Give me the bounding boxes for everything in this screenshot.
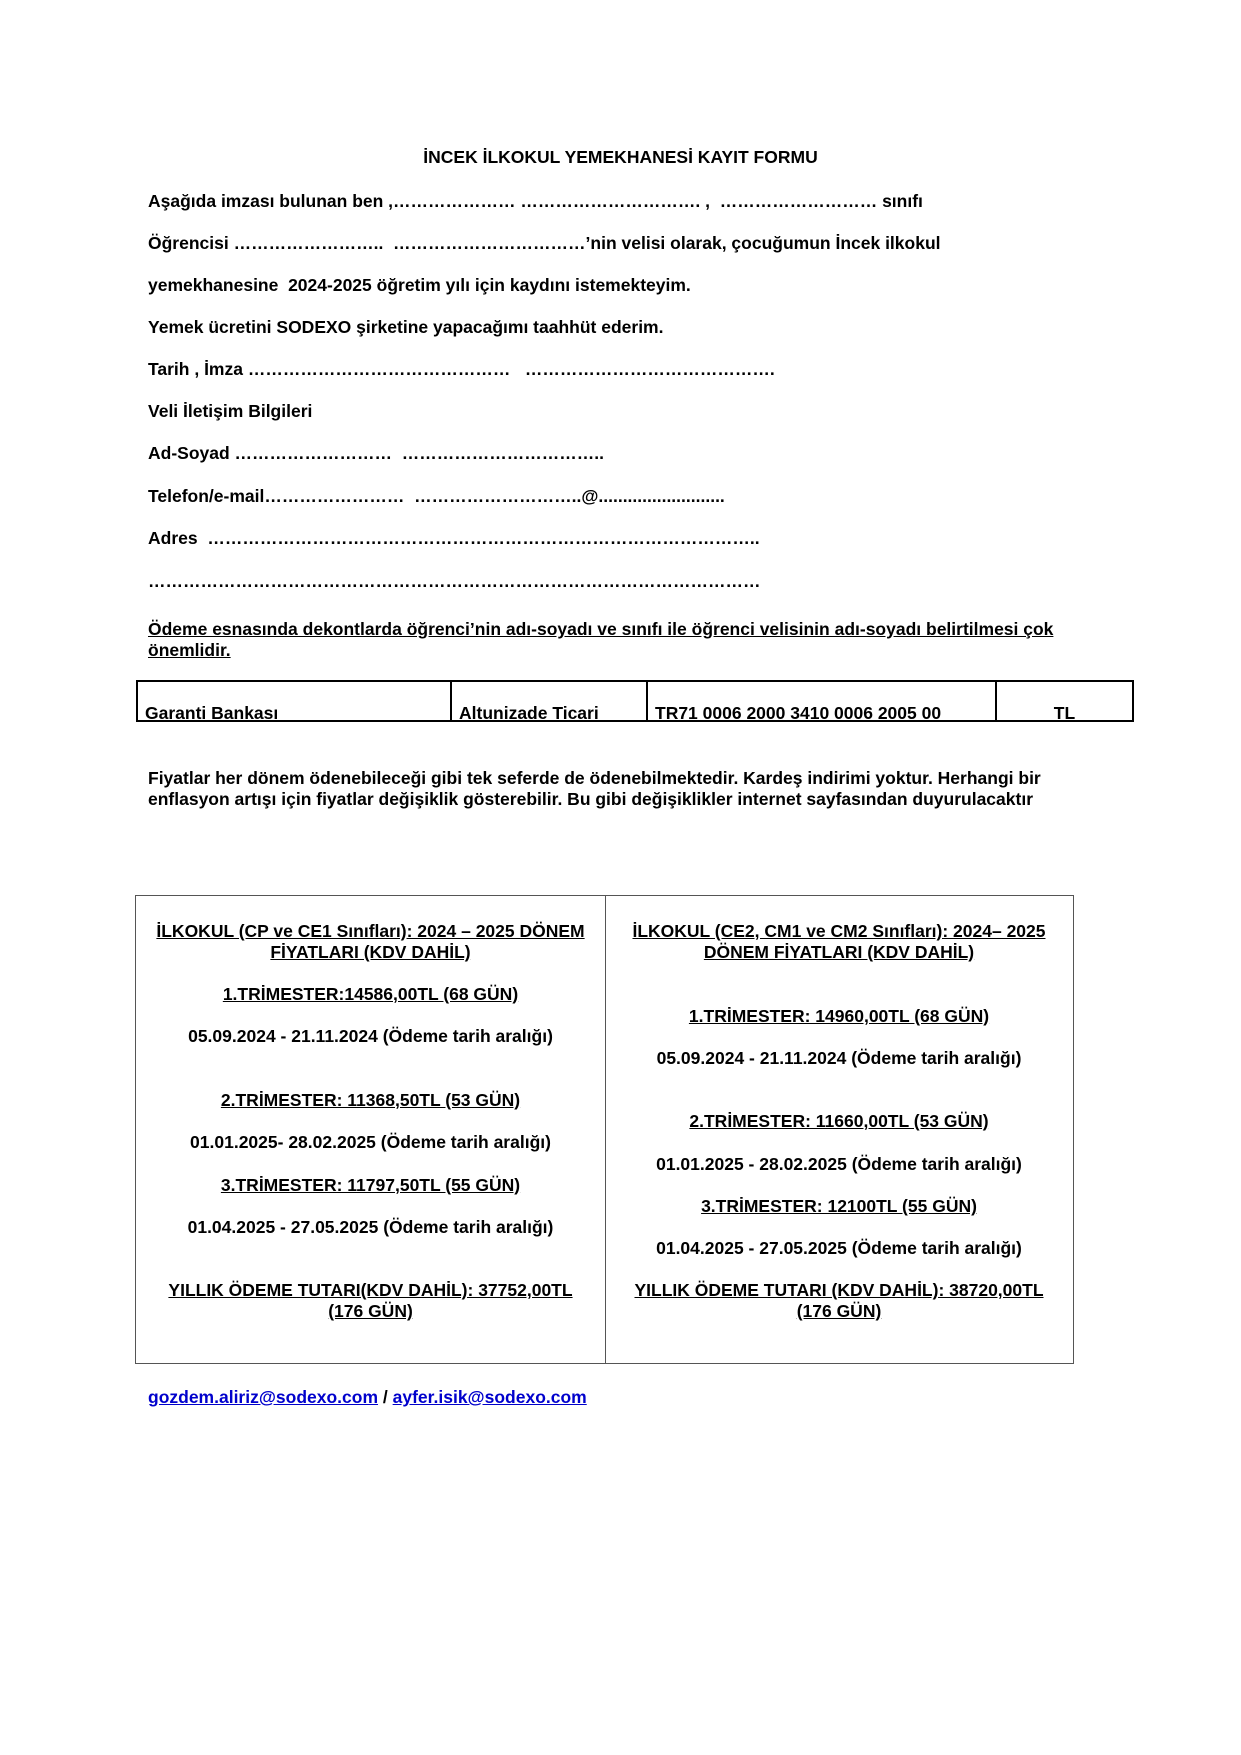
form-line-date-signature: Tarih , İmza ……………………………………… ……………………………………. bbox=[148, 359, 775, 379]
form-line-address-continued: …………………………………………………………………………………………… bbox=[148, 571, 761, 591]
email-separator: / bbox=[378, 1387, 393, 1407]
trimester-1-dates: 05.09.2024 - 21.11.2024 (Ödeme tarih aralığı) bbox=[656, 1048, 1022, 1068]
form-line-contact-heading: Veli İletişim Bilgileri bbox=[148, 401, 313, 421]
price-table bbox=[135, 895, 1074, 1364]
form-line-student: Öğrencisi …………………….. ……………………………’nin velisi olarak, çocuğumun İncek ilkokul bbox=[148, 233, 941, 253]
form-title: İNCEK İLKOKUL YEMEKHANESİ KAYIT FORMU bbox=[423, 147, 818, 167]
contact-email-link-1[interactable]: gozdem.aliriz@sodexo.com bbox=[148, 1387, 379, 1407]
trimester-1-dates: 05.09.2024 - 21.11.2024 (Ödeme tarih aralığı) bbox=[188, 1026, 553, 1046]
trimester-3-price: 3.TRİMESTER: 12100TL (55 GÜN) bbox=[701, 1196, 977, 1216]
form-line-phone-email: Telefon/e-mail…………………… ………………………..@.......................... bbox=[148, 486, 725, 506]
pricing-notes: Fiyatlar her dönem ödenebileceği gibi tek seferde de ödenebilmektedir. Kardeş indirimi yoktur. Herhangi bir enflasyon artışı için fiyatlar değişiklik gösterebilir. Bu gibi değişiklikler internet sayfasından duyurulacaktır bbox=[148, 768, 1041, 809]
trimester-2-dates: 01.01.2025- 28.02.2025 (Ödeme tarih aralığı) bbox=[190, 1132, 551, 1152]
bank-name-cell: Garanti Bankası bbox=[138, 682, 452, 720]
price-heading: İLKOKUL (CP ve CE1 Sınıfları): 2024 – 2025 DÖNEM FİYATLARI (KDV DAHİL) bbox=[156, 921, 585, 962]
price-heading: İLKOKUL (CE2, CM1 ve CM2 Sınıfları): 2024– 2025 DÖNEM FİYATLARI (KDV DAHİL) bbox=[632, 921, 1046, 962]
form-line-registration: yemekhanesine 2024-2025 öğretim yılı için kaydını istemekteyim. bbox=[148, 275, 691, 295]
price-column-cp-ce1 bbox=[136, 896, 606, 1363]
trimester-1-price: 1.TRİMESTER:14586,00TL (68 GÜN) bbox=[222, 984, 519, 1004]
price-column-ce2-cm1-cm2 bbox=[606, 896, 1072, 1363]
contact-emails bbox=[148, 1387, 587, 1408]
currency-cell: TL bbox=[1053, 703, 1076, 723]
payment-warning: Ödeme esnasında dekontlarda öğrenci’nin adı-soyadı ve sınıfı ile öğrenci velisinin adı-soyadı belirtilmesi çok önemlidir. bbox=[148, 619, 1054, 660]
iban-cell: TR71 0006 2000 3410 0006 2005 00 bbox=[648, 682, 997, 720]
form-line-declaration: Aşağıda imzası bulunan ben ,………………… …………………………. , ……………………… sınıfı bbox=[148, 191, 923, 211]
form-line-address: Adres ………………………………………………………………………………….. bbox=[148, 528, 760, 548]
trimester-1-price: 1.TRİMESTER: 14960,00TL (68 GÜN) bbox=[688, 1006, 990, 1026]
trimester-3-price: 3.TRİMESTER: 11797,50TL (55 GÜN) bbox=[220, 1175, 521, 1195]
contact-email-link-2[interactable]: ayfer.isik@sodexo.com bbox=[392, 1387, 587, 1407]
trimester-2-price: 2.TRİMESTER: 11368,50TL (53 GÜN) bbox=[220, 1090, 521, 1110]
trimester-3-dates: 01.04.2025 - 27.05.2025 (Ödeme tarih aralığı) bbox=[656, 1238, 1022, 1258]
annual-total: YILLIK ÖDEME TUTARI (KDV DAHİL): 38720,00TL (176 GÜN) bbox=[634, 1280, 1044, 1321]
trimester-2-dates: 01.01.2025 - 28.02.2025 (Ödeme tarih aralığı) bbox=[656, 1154, 1022, 1174]
bank-info-table bbox=[136, 680, 1134, 722]
trimester-2-price: 2.TRİMESTER: 11660,00TL (53 GÜN) bbox=[689, 1111, 989, 1131]
trimester-3-dates: 01.04.2025 - 27.05.2025 (Ödeme tarih aralığı) bbox=[187, 1217, 554, 1237]
account-holder-cell: Altunizade Ticari bbox=[452, 682, 648, 720]
annual-total: YILLIK ÖDEME TUTARI(KDV DAHİL): 37752,00TL (176 GÜN) bbox=[168, 1280, 573, 1321]
form-line-name: Ad-Soyad ……………………… …………………………….. bbox=[148, 443, 604, 463]
form-line-payment-commitment: Yemek ücretini SODEXO şirketine yapacağımı taahhüt ederim. bbox=[148, 317, 664, 337]
